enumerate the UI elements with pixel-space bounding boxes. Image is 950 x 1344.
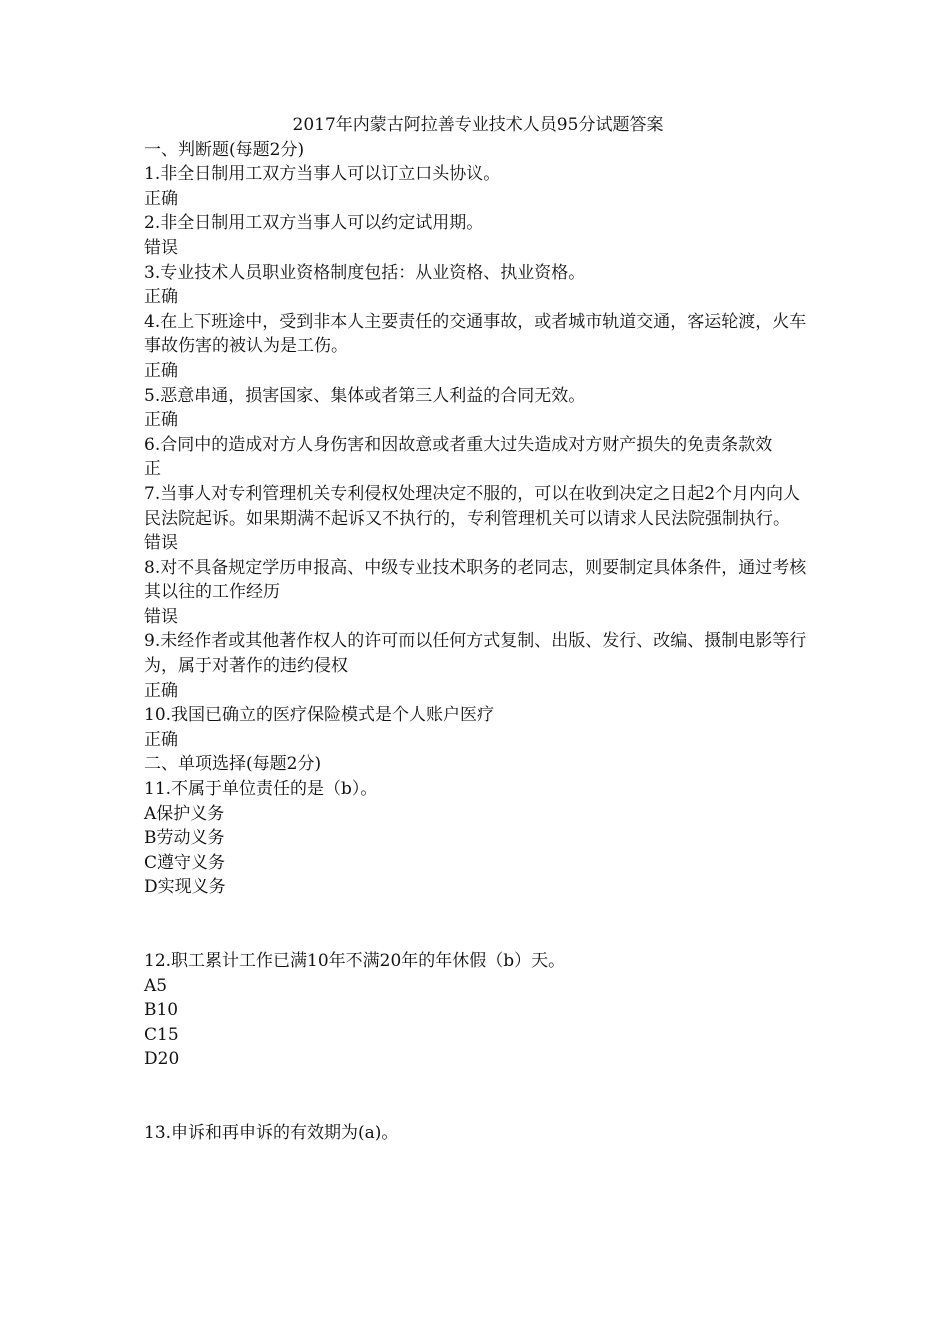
question-1: 1.非全日制用工双方当事人可以订立口头协议。 [144, 164, 501, 185]
question-3: 3.专业技术人员职业资格制度包括：从业资格、执业资格。 [144, 262, 586, 283]
question-9: 9.未经作者或其他著作权人的许可而以任何方式复制、出版、发行、改编、摄制电影等行为，属于对著作的违约侵权 [144, 631, 807, 677]
answer-1: 正确 [144, 188, 178, 209]
option-12-a: A5 [144, 975, 168, 996]
spacer [144, 900, 812, 949]
spacer [144, 1072, 812, 1121]
answer-7: 错误 [144, 533, 178, 554]
option-12-b: B10 [144, 1000, 179, 1021]
option-11-a: A保护义务 [144, 803, 225, 824]
answer-5: 正确 [144, 410, 178, 431]
document-page [144, 113, 812, 1146]
question-7: 7.当事人对专利管理机关专利侵权处理决定不服的，可以在收到决定之日起2个月内向人民法院起诉。如果期满不起诉又不执行的，专利管理机关可以请求人民法院强制执行。 [144, 483, 801, 529]
answer-3: 正确 [144, 287, 178, 308]
question-5: 5.恶意串通，损害国家、集体或者第三人利益的合同无效。 [144, 385, 586, 406]
option-12-c: C15 [144, 1024, 179, 1045]
question-2: 2.非全日制用工双方当事人可以约定试用期。 [144, 213, 484, 234]
answer-9: 正确 [144, 680, 178, 701]
question-4: 4.在上下班途中，受到非本人主要责任的交通事故，或者城市轨道交通，客运轮渡，火车事故伤害的被认为是工伤。 [144, 311, 807, 357]
answer-10: 正确 [144, 729, 178, 750]
option-11-b: B劳动义务 [144, 828, 225, 849]
question-13: 13.申诉和再申诉的有效期为(a)。 [144, 1122, 399, 1143]
answer-4: 正确 [144, 360, 178, 381]
document-title: 2017年内蒙古阿拉善专业技术人员95分试题答案 [292, 115, 664, 135]
question-11: 11.不属于单位责任的是（b）。 [144, 779, 378, 800]
answer-6: 正 [144, 459, 161, 480]
answer-8: 错误 [144, 606, 178, 627]
question-10: 10.我国已确立的医疗保险模式是个人账户医疗 [144, 705, 495, 726]
option-11-c: C遵守义务 [144, 852, 226, 873]
section-heading-judgment: 一、判断题(每题2分) [144, 139, 305, 160]
answer-2: 错误 [144, 237, 178, 258]
section-heading-single-choice: 二、单项选择(每题2分) [144, 754, 322, 775]
option-11-d: D实现义务 [144, 877, 226, 898]
question-8: 8.对不具备规定学历申报高、中级专业技术职务的老同志，则要制定具体条件，通过考核其以往的工作经历 [144, 557, 807, 603]
option-12-d: D20 [144, 1049, 180, 1070]
question-6: 6.合同中的造成对方人身伤害和因故意或者重大过失造成对方财产损失的免责条款效 [144, 434, 773, 455]
question-12: 12.职工累计工作已满10年不满20年的年休假（b）天。 [144, 951, 566, 971]
